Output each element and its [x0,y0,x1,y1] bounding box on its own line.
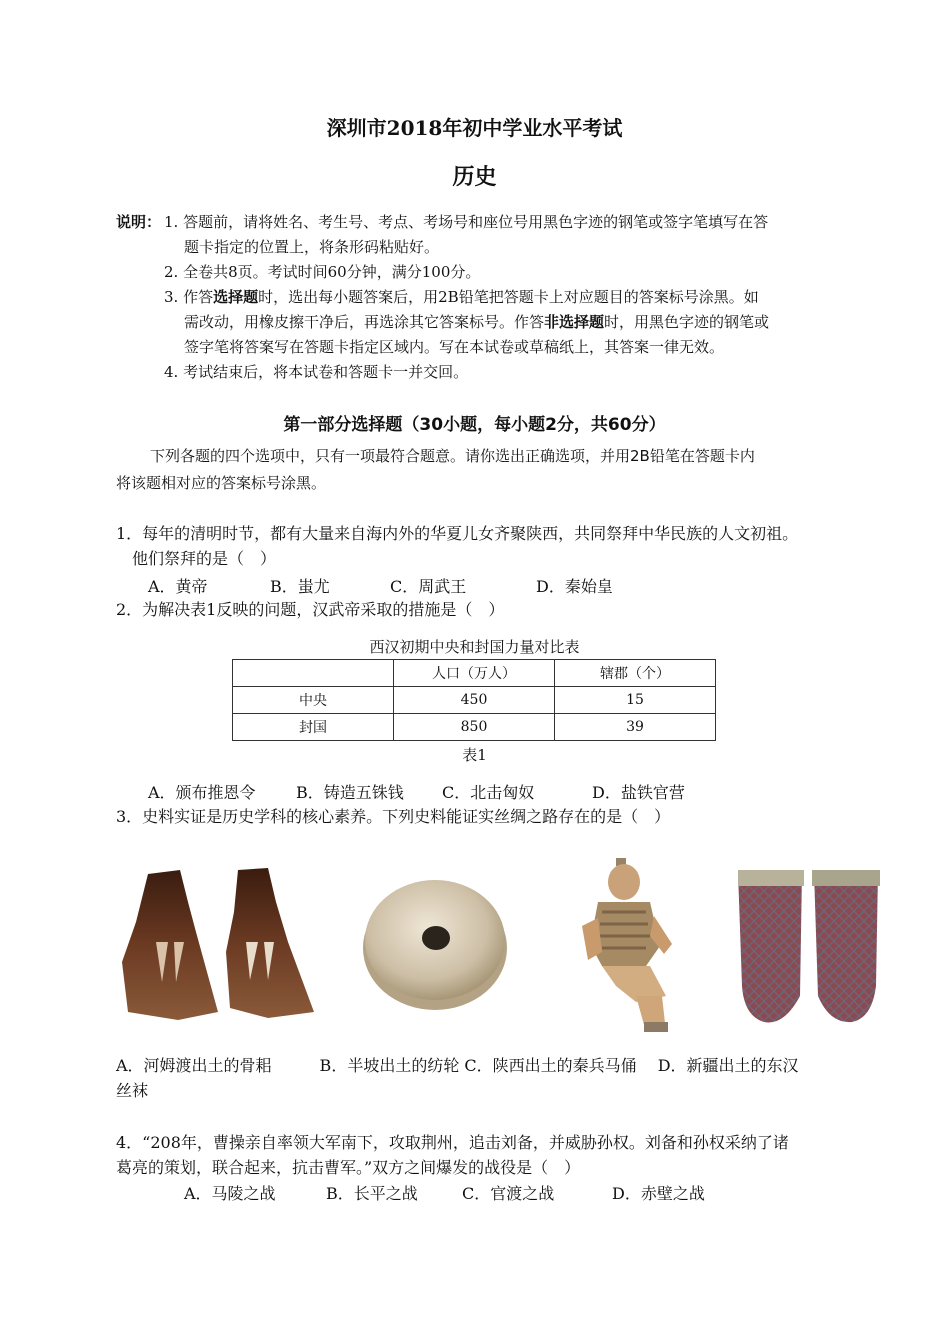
subject-title: 历史 [452,164,497,190]
section-instruction: 下列各题的四个选项中，只有一项最符合题意。请你选出正确选项，并用2B铅笔在答题卡内 [150,447,755,465]
table-cell: 850 [394,714,555,741]
note-1: 1. 答题前，请将姓名、考生号、考点、考场号和座位号用黑色字迹的钢笔或签字笔填写在答 [164,213,769,231]
q4-stem: 4．“208年，曹操亲自率领大军南下，攻取荆州，追击刘备，并威胁孙权。刘备和孙权采纳了诸 [116,1133,789,1152]
table-cell: 中央 [233,687,394,714]
q3-stem: 3．史料实证是历史学科的核心素养。下列史料能证实丝绸之路存在的是（ ） [116,807,671,826]
notes-label: 说明： [116,213,162,231]
table-header-cell: 人口（万人） [394,660,555,687]
table-header-row [233,660,716,687]
exam-title: 深圳市2018年初中学业水平考试 [326,116,623,140]
note-4: 4. 考试结束后，将本试卷和答题卡一并交回。 [164,363,469,381]
spinning-wheel-image [360,868,510,1018]
q2-option-a: A．颁布推恩令 [148,783,256,802]
note-3-cont: 需改动，用橡皮擦干净后，再选涂其它答案标号。作答非选择题时，用黑色字迹的钢笔或 [184,313,770,331]
table1 [232,659,716,741]
section-title: 第一部分选择题（30小题，每小题2分，共60分） [283,415,666,435]
table1-caption: 表1 [462,746,487,764]
q4-stem-cont: 葛亮的策划，联合起来，抗击曹军。”双方之间爆发的战役是（ ） [116,1158,581,1177]
note-3-cont2: 签字笔将答案写在答题卡指定区域内。写在本试卷或草稿纸上，其答案一律无效。 [184,338,725,356]
note-2: 2. 全卷共8页。考试时间60分钟，满分100分。 [164,263,481,281]
bone-spade-image [118,862,318,1032]
table-header-cell [233,660,394,687]
q1-stem: 1．每年的清明时节，都有大量来自海内外的华夏儿女齐聚陕西，共同祭拜中华民族的人文初祖。 [116,524,799,543]
note-3: 3. 作答选择题时，选出每小题答案后，用2B铅笔把答题卡上对应题目的答案标号涂黑。如 [164,288,759,306]
silk-socks-image [734,866,884,1030]
table-cell: 450 [394,687,555,714]
q4-option-c: C．官渡之战 [462,1184,555,1203]
q2-option-b: B．铸造五铢钱 [296,783,404,802]
note-1-cont: 题卡指定的位置上，将条形码粘贴好。 [184,238,440,256]
q4-option-d: D．赤壁之战 [612,1184,705,1203]
q2-option-c: C．北击匈奴 [442,783,535,802]
section-instruction-cont: 将该题相对应的答案标号涂黑。 [116,474,327,492]
table-cell: 15 [555,687,716,714]
q1-option-c: C．周武王 [390,577,467,596]
table1-title: 西汉初期中央和封国力量对比表 [369,638,580,656]
q1-option-d: D．秦始皇 [536,577,613,596]
table-row [233,687,716,714]
q1-option-a: A．黄帝 [148,577,208,596]
table-header-cell: 辖郡（个） [555,660,716,687]
q1-option-b: B．蚩尤 [270,577,330,596]
q3-options-cont: 丝袜 [116,1081,149,1100]
q2-stem: 2．为解决表1反映的问题，汉武帝采取的措施是（ ） [116,600,505,619]
q1-stem-cont: 他们祭拜的是（ ） [132,549,277,568]
q2-option-d: D．盐铁官营 [592,783,685,802]
table-cell: 39 [555,714,716,741]
q4-option-b: B．长平之战 [326,1184,418,1203]
q4-option-a: A．马陵之战 [184,1184,276,1203]
terracotta-warrior-image [576,856,686,1036]
table-row [233,714,716,741]
q3-options: A．河姆渡出土的骨耜 B．半坡出土的纺轮 C．陕西出土的秦兵马俑 D．新疆出土的东汉 [116,1056,799,1075]
table-cell: 封国 [233,714,394,741]
